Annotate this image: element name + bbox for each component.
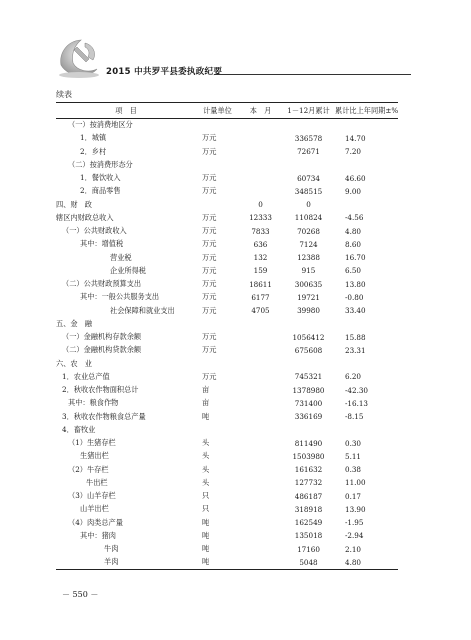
row-cumulative [282,158,335,171]
row-month [239,410,282,423]
row-item: （2）牛存栏 [68,464,109,474]
row-month [239,185,282,198]
row-unit: 万元 [202,279,217,289]
row-item: 4．畜牧业 [62,424,96,434]
row-month [239,172,282,185]
row-month: 159 [253,266,268,276]
row-month [239,556,282,569]
row-unit: 万元 [202,133,217,143]
table-row [56,211,398,224]
row-month [239,516,282,529]
row-yoy: -42.30 [345,385,369,395]
table-row [56,185,398,198]
row-unit [196,357,239,370]
page-header [0,0,471,92]
table-row [56,344,398,357]
row-item: 1．城镇 [80,133,107,143]
row-unit [196,158,239,171]
table-row [56,132,398,145]
row-yoy [335,357,398,370]
row-yoy: 9.00 [345,186,362,196]
column-header-month: 本 月 [239,103,282,119]
row-month [239,384,282,397]
row-unit: 万元 [202,292,217,302]
row-item: 生猪出栏 [80,451,109,461]
row-yoy: -2.94 [345,531,364,541]
row-item: （一）按消费地区分 [68,120,133,130]
row-item: 五、金 融 [56,318,92,328]
table-row [56,556,398,569]
row-unit: 只 [202,504,210,514]
row-yoy: 4.80 [335,556,398,569]
row-month [239,437,282,450]
row-month [239,543,282,556]
row-month: 18611 [249,279,272,289]
table-row [56,198,398,211]
row-unit: 亩 [202,385,210,395]
row-month [239,450,282,463]
row-yoy: 15.88 [345,332,366,342]
row-unit [196,423,239,436]
row-item: 其中：一般公共服务支出 [80,292,160,302]
row-month [239,397,282,410]
row-item: （二）按消费形态分 [68,159,133,169]
table-row [56,264,398,277]
row-yoy: -0.80 [345,292,364,302]
row-yoy: 23.31 [345,345,366,355]
row-yoy [335,119,398,132]
row-month [239,503,282,516]
row-yoy: 16.70 [345,253,366,263]
table-row [56,410,398,423]
table-row [56,490,398,503]
row-month [239,331,282,344]
statistics-table [56,102,398,570]
row-yoy: 0.30 [345,438,362,448]
row-month [239,344,282,357]
row-unit: 万元 [202,146,217,156]
party-emblem-icon [55,35,103,79]
row-item: 3．秋收农作物粮食总产量 [62,411,146,421]
table-row [56,370,398,383]
row-item: 其中：猪肉 [80,530,116,540]
row-yoy: 46.60 [345,173,366,183]
row-cumulative: 811490 [294,438,323,448]
row-yoy: 8.60 [345,239,362,249]
row-item: 六、农 业 [56,358,92,368]
row-cumulative: 161632 [294,465,323,475]
table-row [56,225,398,238]
row-month [239,463,282,476]
row-item: （一）金融机构存款余额 [62,332,142,342]
row-item: （3）山羊存栏 [68,491,116,501]
table-row [56,476,398,489]
row-item: （1）生猪存栏 [68,438,116,448]
row-yoy: 13.80 [345,279,366,289]
row-item: 2．乡村 [80,146,107,156]
table-row [56,516,398,529]
row-unit: 万元 [202,371,217,381]
row-cumulative: 1503980 [292,451,325,461]
row-item: 社会保障和就业支出 [110,305,175,315]
table-row [56,291,398,304]
table-row [56,463,398,476]
table-row [56,331,398,344]
row-item: 辖区内财政总收入 [56,212,114,222]
row-cumulative: 486187 [294,491,323,501]
row-cumulative: 12388 [297,253,320,263]
row-item: 山羊出栏 [80,504,109,514]
table-row [56,437,398,450]
table-header-row [56,103,398,119]
header-title: 2015 中共罗平县委执政纪要 [106,67,223,77]
column-header-item: 项 目 [56,103,196,119]
row-item: 2．秋收农作物面积总计 [62,385,139,395]
row-item: （二）公共财政预算支出 [62,279,142,289]
row-unit: 亩 [202,398,210,408]
row-cumulative [282,119,335,132]
row-cumulative: 675608 [294,345,323,355]
row-item: 其中：粮食作物 [68,398,119,408]
table-row [56,397,398,410]
row-yoy: 0.17 [345,491,362,501]
row-unit: 万元 [202,265,217,275]
row-unit: 头 [202,438,210,448]
row-cumulative: 110824 [294,213,323,223]
row-unit: 吨 [202,530,210,540]
row-cumulative: 19721 [297,292,320,302]
row-item: 2．商品零售 [80,186,121,196]
table-row [56,317,398,330]
table-row [56,172,398,185]
row-yoy [335,317,398,330]
table-row [56,357,398,370]
row-item: （4）肉类总产量 [68,517,123,527]
row-month [239,357,282,370]
table-row [56,119,398,132]
table-row [56,145,398,158]
row-unit: 头 [202,451,210,461]
table-row [56,238,398,251]
row-item: 企业所得税 [110,265,146,275]
row-unit: 头 [202,464,210,474]
row-cumulative: 5048 [282,556,335,569]
row-cumulative: 17160 [297,544,320,554]
row-unit: 吨 [202,517,210,527]
row-cumulative: 745321 [294,372,323,382]
row-month [239,158,282,171]
row-unit: 万元 [202,345,217,355]
table-row [56,278,398,291]
row-cumulative: 348515 [294,186,323,196]
row-yoy: 14.70 [345,133,366,143]
row-yoy: -4.56 [345,213,364,223]
row-yoy [335,198,398,211]
row-month [239,490,282,503]
table-row [56,384,398,397]
row-cumulative: 39980 [297,306,320,316]
row-month: 6177 [251,292,270,302]
row-yoy: 7.20 [345,147,362,157]
row-month: 12333 [249,213,272,223]
row-yoy: 11.00 [345,478,366,488]
column-header-yoy: 累计比上年同期±% [335,103,398,119]
row-month: 132 [253,253,268,263]
table-row [56,503,398,516]
row-yoy: 0.38 [345,465,362,475]
page-number: － 550 － [62,590,99,599]
row-month [239,132,282,145]
row-item: 其中：增值税 [80,239,124,249]
row-item: 营业税 [110,252,132,262]
row-month [239,317,282,330]
row-yoy: -16.13 [345,398,369,408]
column-header-cumulative: 1－12月累计 [282,103,335,119]
row-item: 四、财 政 [56,199,92,209]
row-yoy: 33.40 [345,306,366,316]
row-cumulative: 336578 [294,133,323,143]
row-yoy [335,423,398,436]
row-yoy: 5.11 [345,451,362,461]
row-item: 1．农业总产值 [62,371,110,381]
row-cumulative: 70268 [297,226,320,236]
row-yoy: 4.80 [345,226,362,236]
row-unit: 万元 [202,252,217,262]
row-cumulative: 1378980 [292,385,325,395]
row-item: 牛肉 [104,544,119,554]
table-row [56,251,398,264]
row-month: 4705 [251,306,270,316]
row-cumulative [282,317,335,330]
row-cumulative: 915 [301,266,316,276]
row-cumulative: 300635 [294,279,323,289]
row-unit [196,119,239,132]
row-unit: 万元 [202,173,217,183]
table-row [56,543,398,556]
row-month [239,145,282,158]
row-month [239,370,282,383]
row-yoy: -1.95 [345,518,364,528]
row-unit: 头 [202,477,210,487]
row-unit: 只 [202,491,210,501]
row-unit: 吨 [202,544,210,554]
continued-label: 续表 [56,90,72,99]
row-month: 7833 [251,226,270,236]
header-rule [214,74,411,75]
table-row [56,158,398,171]
row-month [239,423,282,436]
row-cumulative: 336169 [294,412,323,422]
row-month: 636 [253,239,268,249]
table-row [56,423,398,436]
row-unit: 万元 [202,226,217,236]
row-cumulative: 731400 [294,398,323,408]
row-cumulative [282,423,335,436]
row-item: 牛出栏 [86,477,108,487]
table-row [56,304,398,317]
row-unit: 万元 [202,239,217,249]
row-cumulative: 1056412 [292,332,325,342]
table-row [56,450,398,463]
row-month [239,119,282,132]
row-yoy: 13.90 [345,504,366,514]
row-yoy: 2.10 [345,544,362,554]
row-unit [196,198,239,211]
row-month [239,529,282,542]
row-cumulative [282,357,335,370]
row-cumulative: 60734 [297,173,320,183]
row-unit: 吨 [202,411,210,421]
row-unit: 吨 [196,556,239,569]
row-yoy [335,158,398,171]
row-cumulative: 7124 [299,239,318,249]
row-cumulative: 72671 [297,147,320,157]
row-cumulative: 135018 [294,531,323,541]
row-yoy: -8.15 [345,412,364,422]
row-item: （一）公共财政收入 [62,226,127,236]
row-unit [196,317,239,330]
row-yoy: 6.20 [345,372,362,382]
row-item: （二）金融机构贷款余额 [62,345,142,355]
row-cumulative: 127732 [294,478,323,488]
row-cumulative: 162549 [294,518,323,528]
row-unit: 万元 [202,332,217,342]
row-cumulative: 318918 [294,504,323,514]
row-month [239,476,282,489]
row-month: 0 [258,200,263,210]
row-unit: 万元 [202,212,217,222]
row-yoy: 6.50 [345,266,362,276]
column-header-unit: 计量单位 [196,103,239,119]
row-unit: 万元 [202,186,217,196]
row-item: 1．餐饮收入 [80,173,121,183]
row-item: 羊肉 [56,556,196,569]
table-row [56,529,398,542]
row-cumulative: 0 [306,200,311,210]
row-unit: 万元 [202,305,217,315]
